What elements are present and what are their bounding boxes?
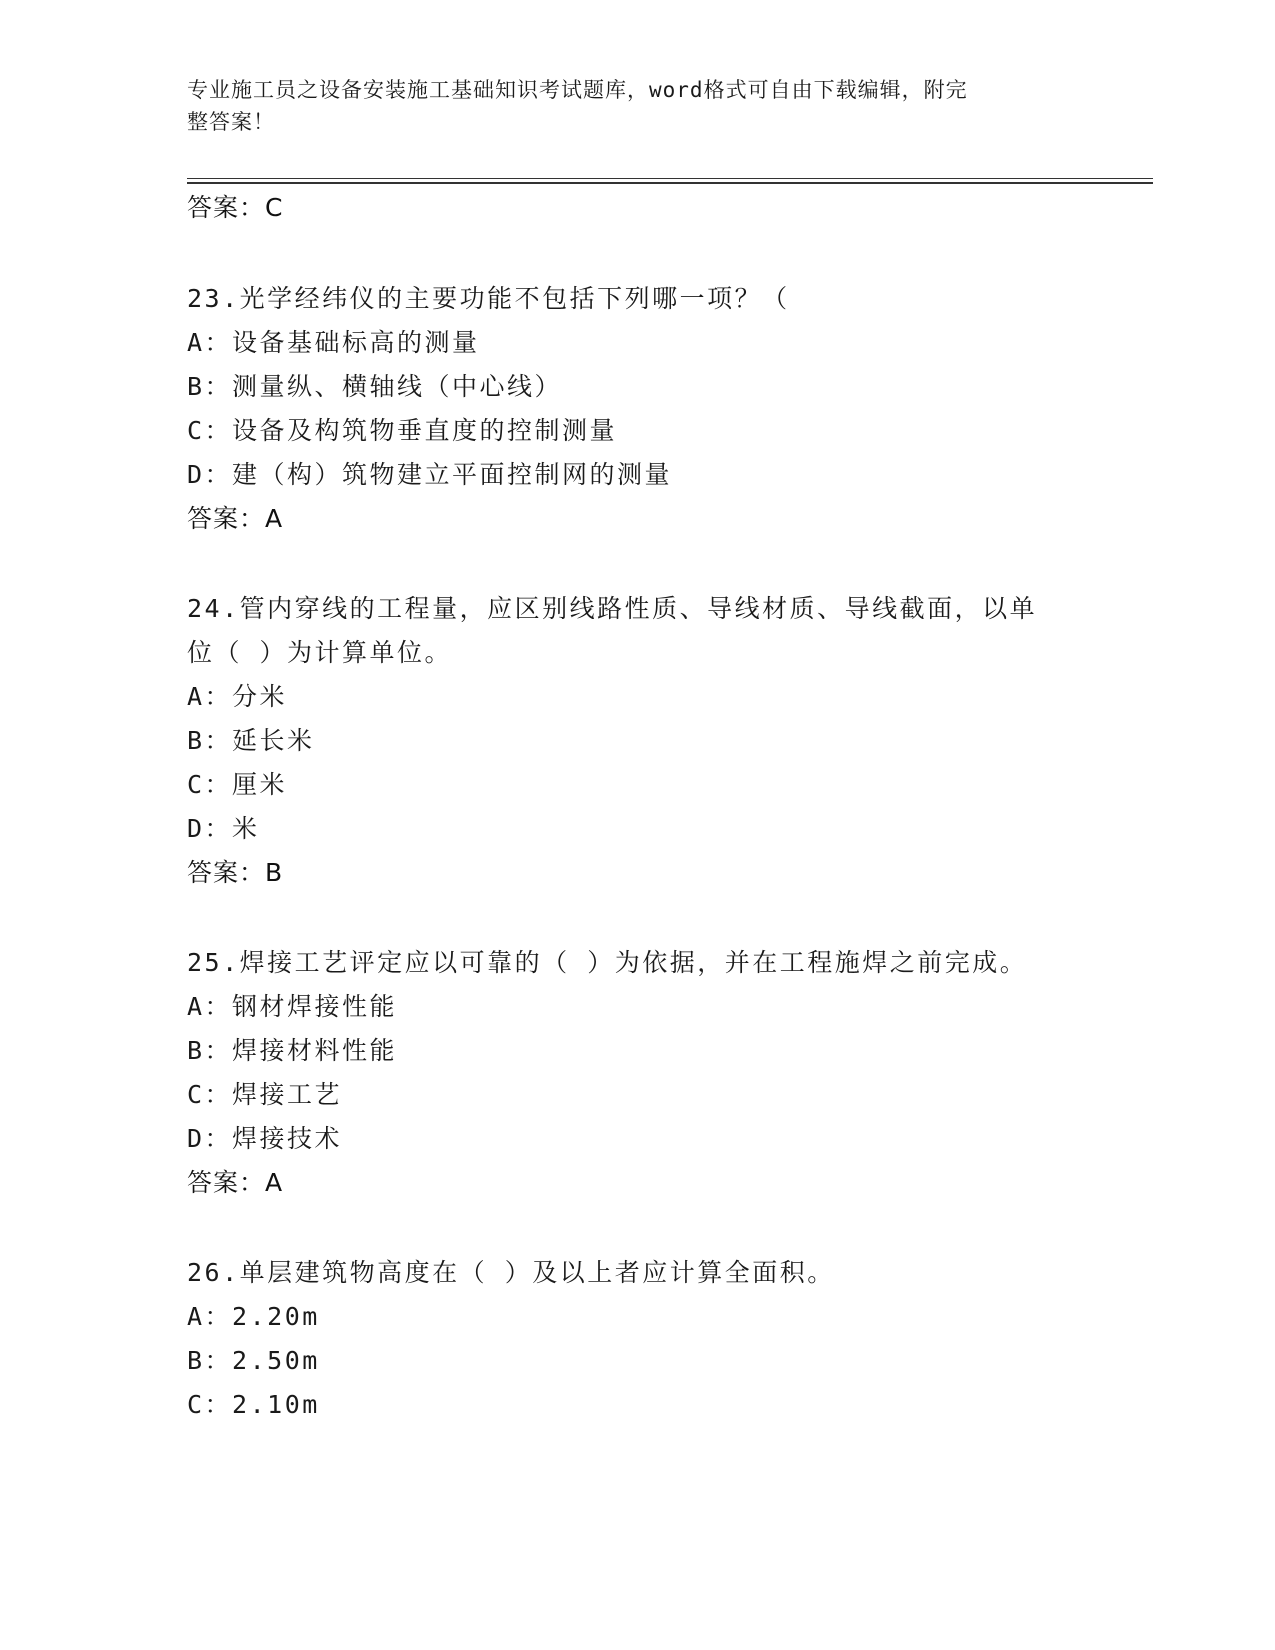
question-26-option-b: B：2.50m <box>187 1346 320 1375</box>
question-24-stem-line-2: 位（ ）为计算单位。 <box>187 638 453 667</box>
question-26-stem: 26.单层建筑物高度在（ ）及以上者应计算全面积。 <box>187 1258 835 1287</box>
question-25-option-b: B：焊接材料性能 <box>187 1036 398 1065</box>
question-26-option-c: C：2.10m <box>187 1390 320 1419</box>
answer-previous: 答案：C <box>187 193 284 222</box>
header-note-line-1: 专业施工员之设备安装施工基础知识考试题库，word格式可自由下载编辑，附完 <box>187 78 968 102</box>
question-23-option-c: C：设备及构筑物垂直度的控制测量 <box>187 416 618 445</box>
question-25-option-d: D：焊接技术 <box>187 1124 343 1153</box>
question-24-option-b: B：延长米 <box>187 726 315 755</box>
question-23-option-a: A：设备基础标高的测量 <box>187 328 480 357</box>
question-25-option-a: A：钢材焊接性能 <box>187 992 398 1021</box>
question-26-option-a: A：2.20m <box>187 1302 320 1331</box>
question-24-option-d: D：米 <box>187 814 260 843</box>
question-25-stem: 25.焊接工艺评定应以可靠的（ ）为依据，并在工程施焊之前完成。 <box>187 948 1028 977</box>
header-divider-thin <box>187 178 1153 179</box>
question-24-option-a: A：分米 <box>187 682 288 711</box>
header-divider-thick <box>187 182 1153 184</box>
question-25-answer: 答案：A <box>187 1168 284 1197</box>
question-23-stem: 23.光学经纬仪的主要功能不包括下列哪一项？（ <box>187 284 790 313</box>
header-note-line-2: 整答案！ <box>187 110 275 134</box>
question-24-answer: 答案：B <box>187 858 284 887</box>
question-23-option-b: B：测量纵、横轴线（中心线） <box>187 372 563 401</box>
header-note <box>187 74 1067 138</box>
question-23-answer: 答案：A <box>187 504 284 533</box>
question-23-option-d: D：建（构）筑物建立平面控制网的测量 <box>187 460 673 489</box>
question-25-option-c: C：焊接工艺 <box>187 1080 343 1109</box>
question-24-stem-line-1: 24.管内穿线的工程量，应区别线路性质、导线材质、导线截面，以单 <box>187 594 1038 623</box>
question-24-option-c: C：厘米 <box>187 770 288 799</box>
